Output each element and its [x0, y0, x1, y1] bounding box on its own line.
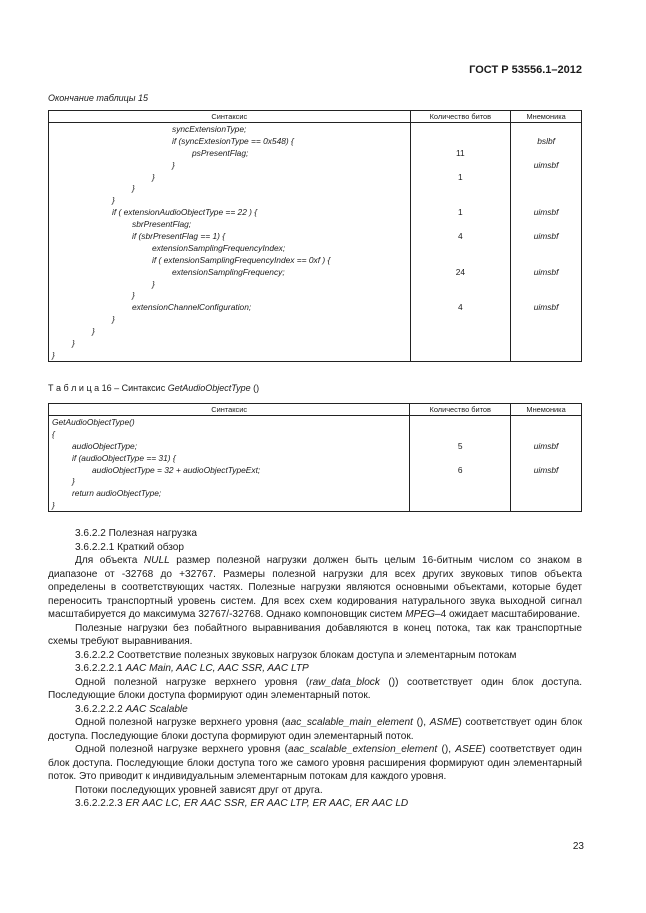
mnemonic-cell	[511, 182, 582, 194]
table-row	[49, 123, 582, 135]
bits-cell	[410, 123, 511, 135]
table15-caption: Окончание таблицы 15	[48, 93, 148, 103]
mnemonic-cell	[511, 278, 582, 290]
mnemonic-cell	[511, 452, 582, 464]
bits-cell: 1	[410, 171, 511, 183]
section-heading: 3.6.2.2.2 Соответствие полезных звуковых нагрузок блокам доступа и элементарным потокам	[75, 649, 517, 661]
mnemonic-cell: uimsbf	[511, 464, 582, 476]
bits-cell	[410, 475, 511, 487]
mnemonic-cell	[511, 475, 582, 487]
bits-cell: 4	[410, 230, 511, 242]
syntax-cell: }	[49, 194, 411, 206]
bits-cell	[410, 337, 511, 349]
table-row	[49, 313, 582, 325]
syntax-cell: if (audioObjectType == 31) {	[49, 452, 410, 464]
bits-cell: 6	[410, 464, 511, 476]
section-heading: 3.6.2.2.2.2 AAC Scalable	[75, 703, 188, 715]
syntax-cell: audioObjectType;	[49, 440, 410, 452]
table-row	[49, 147, 582, 159]
table-row	[49, 452, 582, 464]
table-row	[49, 475, 582, 487]
table-row	[49, 487, 582, 499]
syntax-cell: if (syncExtesionType == 0x548) {	[49, 135, 411, 147]
paragraph: Для объекта NULL размер полезной нагрузки должен быть целым 16-битным числом со знаком в диапазоне от -32768 до +32767. Размеры полезной нагрузки для всех других звуковых типов объекта определены в соответствующих частях. Полезные нагрузки являются основными объектами, которые будет переносить транспортный уровень систем. Для всех схем кодирования натурального звука выходной сигнал масштабируется до максимума 32767/-32768. Однако компоновщик систем MPEG–4 ожидает масштабирование.	[48, 555, 582, 620]
bits-cell	[410, 349, 511, 361]
bits-cell	[410, 416, 511, 428]
syntax-cell: extensionChannelConfiguration;	[49, 301, 411, 313]
section-heading: 3.6.2.2.2.1 AAC Main, AAC LC, AAC SSR, AAC LTP	[75, 663, 309, 674]
syntax-cell: if (sbrPresentFlag == 1) {	[49, 230, 411, 242]
table-row	[49, 230, 582, 242]
mnemonic-cell	[511, 416, 582, 428]
table-row	[49, 349, 582, 361]
syntax-cell: {	[49, 428, 410, 440]
bits-cell: 11	[410, 147, 511, 159]
syntax-cell: if ( extensionSamplingFrequencyIndex == 0xf ) {	[49, 254, 411, 266]
paragraph: Одной полезной нагрузке верхнего уровня (raw_data_block ()) соответствует один блок доступа. Последующие блоки доступа формируют один элементарный поток.	[48, 676, 582, 701]
mnemonic-cell	[511, 428, 582, 440]
column-header-mnemonic: Мнемоника	[511, 111, 582, 123]
page-number: 23	[572, 841, 584, 852]
table-row	[49, 194, 582, 206]
body-text	[48, 527, 582, 811]
syntax-cell: sbrPresentFlag;	[49, 218, 411, 230]
syntax-cell: if ( extensionAudioObjectType == 22 ) {	[49, 206, 411, 218]
table-row	[49, 266, 582, 278]
table-row	[49, 440, 582, 452]
table-row	[49, 135, 582, 147]
syntax-cell: }	[49, 159, 411, 171]
mnemonic-cell	[511, 171, 582, 183]
paragraph: Потоки последующих уровней зависят друг от друга.	[75, 784, 323, 796]
table16-caption: Т а б л и ц а 16 – Синтаксис GetAudioObjectType ()	[48, 383, 260, 393]
table-row	[49, 416, 582, 428]
column-header-mnemonic: Мнемоника	[511, 404, 582, 416]
bits-cell	[410, 182, 511, 194]
mnemonic-cell: uimsbf	[511, 440, 582, 452]
standard-header: ГОСТ Р 53556.1–2012	[469, 64, 582, 76]
mnemonic-cell	[511, 325, 582, 337]
bits-cell	[410, 325, 511, 337]
mnemonic-cell: uimsbf	[511, 301, 582, 313]
bits-cell	[410, 194, 511, 206]
table-row	[49, 499, 582, 511]
table-row	[49, 206, 582, 218]
bits-cell	[410, 159, 511, 171]
syntax-cell: }	[49, 337, 411, 349]
column-header-syntax: Синтаксис	[49, 404, 410, 416]
syntax-cell: audioObjectType = 32 + audioObjectTypeExt;	[49, 464, 410, 476]
table-row	[49, 242, 582, 254]
syntax-cell: }	[49, 475, 410, 487]
section-heading: 3.6.2.2 Полезная нагрузка	[75, 528, 197, 539]
mnemonic-cell	[511, 289, 582, 301]
bits-cell	[410, 452, 511, 464]
paragraph: Одной полезной нагрузке верхнего уровня (aac_scalable_extension_element (), ASEE) соответствует один блок доступа. Последующие блоки доступа того же самого уровня расширения формируют один элементарный поток. Это приводит к индивидуальным элементарным потокам для каждого уровня.	[48, 744, 583, 782]
bits-cell: 24	[410, 266, 511, 278]
bits-cell	[410, 218, 511, 230]
bits-cell	[410, 242, 511, 254]
syntax-cell: }	[49, 349, 411, 361]
mnemonic-cell	[511, 313, 582, 325]
bits-cell	[410, 254, 511, 266]
table-row	[49, 254, 582, 266]
table-row	[49, 325, 582, 337]
paragraph: Полезные нагрузки без побайтного выравнивания добавляются в конец потока, так как транспортные схемы требуют выравнивания.	[48, 622, 582, 647]
table16	[48, 403, 582, 512]
mnemonic-cell: uimsbf	[511, 206, 582, 218]
table-row	[49, 171, 582, 183]
mnemonic-cell	[511, 254, 582, 266]
table15	[48, 110, 582, 362]
table-row	[49, 428, 582, 440]
mnemonic-cell: bslbf	[511, 135, 582, 147]
syntax-cell: GetAudioObjectType()	[49, 416, 410, 428]
bits-cell: 1	[410, 206, 511, 218]
bits-cell	[410, 499, 511, 511]
table-row	[49, 182, 582, 194]
bits-cell	[410, 278, 511, 290]
syntax-cell: }	[49, 313, 411, 325]
mnemonic-cell	[511, 349, 582, 361]
table-row	[49, 278, 582, 290]
column-header-bits: Количество битов	[410, 404, 511, 416]
syntax-cell: return audioObjectType;	[49, 487, 410, 499]
syntax-cell: }	[49, 171, 411, 183]
bits-cell	[410, 289, 511, 301]
syntax-cell: syncExtensionType;	[49, 123, 411, 135]
mnemonic-cell	[511, 194, 582, 206]
mnemonic-cell	[511, 337, 582, 349]
bits-cell: 4	[410, 301, 511, 313]
section-heading: 3.6.2.2.1 Краткий обзор	[75, 541, 185, 553]
table15-header	[49, 111, 582, 123]
column-header-bits: Количество битов	[410, 111, 511, 123]
mnemonic-cell	[511, 218, 582, 230]
table-row	[49, 301, 582, 313]
syntax-cell: }	[49, 182, 411, 194]
section-heading: 3.6.2.2.2.3 ER AAC LC, ER AAC SSR, ER AAC LTP, ER AAC, ER AAC LD	[75, 798, 409, 809]
table-row	[49, 464, 582, 476]
syntax-cell: }	[49, 325, 411, 337]
mnemonic-cell	[511, 487, 582, 499]
syntax-cell: }	[49, 278, 411, 290]
bits-cell	[410, 487, 511, 499]
syntax-cell: }	[49, 289, 411, 301]
table-row	[49, 218, 582, 230]
bits-cell	[410, 313, 511, 325]
syntax-cell: extensionSamplingFrequency;	[49, 266, 411, 278]
mnemonic-cell	[511, 242, 582, 254]
bits-cell	[410, 428, 511, 440]
mnemonic-cell: uimsbf	[511, 266, 582, 278]
syntax-cell: extensionSamplingFrequencyIndex;	[49, 242, 411, 254]
mnemonic-cell	[511, 499, 582, 511]
paragraph: Одной полезной нагрузке верхнего уровня (aac_scalable_main_element (), ASME) соответствует один блок доступа. Последующие блоки доступа формируют один элементарный поток.	[48, 717, 582, 742]
syntax-cell: }	[49, 499, 410, 511]
mnemonic-cell: uimsbf	[511, 230, 582, 242]
mnemonic-cell	[511, 147, 582, 159]
column-header-syntax: Синтаксис	[49, 111, 411, 123]
bits-cell: 5	[410, 440, 511, 452]
table16-header	[49, 404, 582, 416]
syntax-cell: psPresentFlag;	[49, 147, 411, 159]
table-row	[49, 159, 582, 171]
bits-cell	[410, 135, 511, 147]
mnemonic-cell: uimsbf	[511, 159, 582, 171]
table-row	[49, 337, 582, 349]
table-row	[49, 289, 582, 301]
mnemonic-cell	[511, 123, 582, 135]
